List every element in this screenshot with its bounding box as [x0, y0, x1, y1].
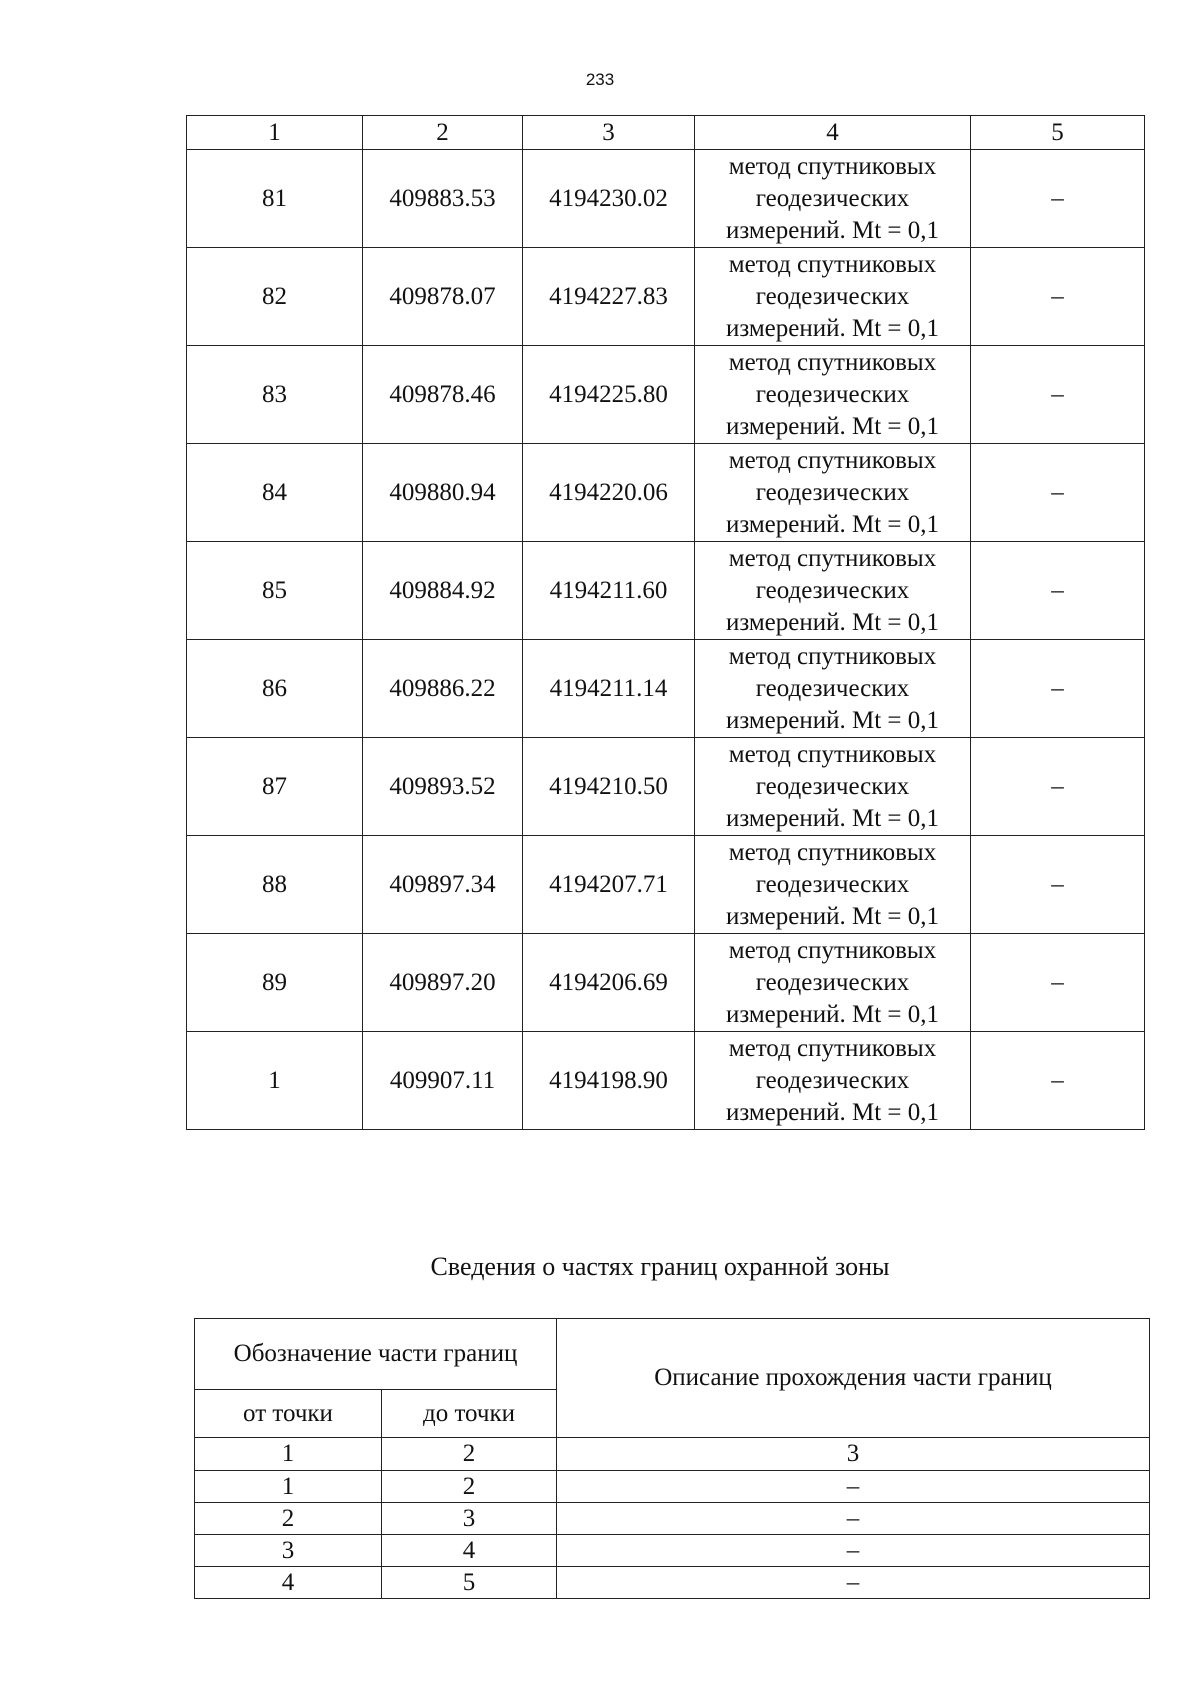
- method-line: измерений. Mt = 0,1: [725, 1098, 940, 1126]
- point-cell: 82: [187, 248, 363, 346]
- method-cell: [695, 346, 971, 444]
- table-row: [195, 1567, 1150, 1599]
- table-row: [195, 1471, 1150, 1503]
- to-point-header: до точки: [382, 1390, 557, 1438]
- method-cell: [695, 248, 971, 346]
- x-coordinate-cell: 409883.53: [363, 150, 523, 248]
- method-line: метод спутниковых: [728, 642, 937, 670]
- column-number: 3: [557, 1438, 1150, 1471]
- method-line: измерений. Mt = 0,1: [725, 1000, 940, 1028]
- method-line: геодезических: [755, 968, 910, 996]
- column-number: 1: [187, 116, 363, 150]
- description-cell: –: [557, 1471, 1150, 1503]
- method-cell: [695, 444, 971, 542]
- note-cell: –: [971, 150, 1145, 248]
- method-line: измерений. Mt = 0,1: [725, 216, 940, 244]
- point-cell: 85: [187, 542, 363, 640]
- note-cell: –: [971, 444, 1145, 542]
- method-cell: [695, 640, 971, 738]
- method-cell: [695, 542, 971, 640]
- point-cell: 84: [187, 444, 363, 542]
- method-line: метод спутниковых: [728, 936, 937, 964]
- table-row: [195, 1503, 1150, 1535]
- page-number: 233: [585, 70, 615, 89]
- to-point-cell: 4: [382, 1535, 557, 1567]
- to-point-cell: 5: [382, 1567, 557, 1599]
- table-row: [187, 346, 1145, 444]
- note-cell: –: [971, 836, 1145, 934]
- method-line: измерений. Mt = 0,1: [725, 608, 940, 636]
- from-point-cell: 1: [195, 1471, 382, 1503]
- note-cell: –: [971, 640, 1145, 738]
- method-cell: [695, 738, 971, 836]
- method-line: измерений. Mt = 0,1: [725, 804, 940, 832]
- x-coordinate-cell: 409878.07: [363, 248, 523, 346]
- method-cell: [695, 836, 971, 934]
- method-line: геодезических: [755, 870, 910, 898]
- table-row: [187, 150, 1145, 248]
- method-line: геодезических: [755, 380, 910, 408]
- method-line: метод спутниковых: [728, 1034, 937, 1062]
- method-line: метод спутниковых: [728, 740, 937, 768]
- method-line: измерений. Mt = 0,1: [725, 902, 940, 930]
- point-cell: 87: [187, 738, 363, 836]
- method-cell: [695, 150, 971, 248]
- y-coordinate-cell: 4194211.14: [523, 640, 695, 738]
- table-row: [187, 248, 1145, 346]
- y-coordinate-cell: 4194230.02: [523, 150, 695, 248]
- x-coordinate-cell: 409907.11: [363, 1032, 523, 1130]
- method-line: метод спутниковых: [728, 250, 937, 278]
- column-number: 2: [363, 116, 523, 150]
- method-line: измерений. Mt = 0,1: [725, 412, 940, 440]
- x-coordinate-cell: 409878.46: [363, 346, 523, 444]
- boundary-parts-table: [194, 1318, 1150, 1599]
- point-cell: 89: [187, 934, 363, 1032]
- point-cell: 81: [187, 150, 363, 248]
- description-cell: –: [557, 1535, 1150, 1567]
- x-coordinate-cell: 409886.22: [363, 640, 523, 738]
- table-header-row: [187, 116, 1145, 150]
- method-line: геодезических: [755, 772, 910, 800]
- method-line: измерений. Mt = 0,1: [725, 314, 940, 342]
- x-coordinate-cell: 409880.94: [363, 444, 523, 542]
- note-cell: –: [971, 542, 1145, 640]
- y-coordinate-cell: 4194206.69: [523, 934, 695, 1032]
- note-cell: –: [971, 738, 1145, 836]
- y-coordinate-cell: 4194198.90: [523, 1032, 695, 1130]
- table-row: [187, 1032, 1145, 1130]
- column-number: 3: [523, 116, 695, 150]
- method-line: метод спутниковых: [728, 838, 937, 866]
- note-cell: –: [971, 346, 1145, 444]
- method-line: геодезических: [755, 674, 910, 702]
- note-cell: –: [971, 1032, 1145, 1130]
- description-header: Описание прохождения части границ: [557, 1319, 1150, 1438]
- designation-header: Обозначение части границ: [195, 1319, 557, 1390]
- column-number: 2: [382, 1438, 557, 1471]
- y-coordinate-cell: 4194211.60: [523, 542, 695, 640]
- method-line: метод спутниковых: [728, 152, 937, 180]
- method-line: геодезических: [755, 576, 910, 604]
- method-line: измерений. Mt = 0,1: [725, 510, 940, 538]
- method-line: геодезических: [755, 282, 910, 310]
- table-row: [195, 1535, 1150, 1567]
- table-row: [187, 934, 1145, 1032]
- y-coordinate-cell: 4194220.06: [523, 444, 695, 542]
- method-line: метод спутниковых: [728, 544, 937, 572]
- y-coordinate-cell: 4194207.71: [523, 836, 695, 934]
- method-line: геодезических: [755, 1066, 910, 1094]
- method-cell: [695, 934, 971, 1032]
- method-line: геодезических: [755, 478, 910, 506]
- table-row: [187, 738, 1145, 836]
- point-cell: 86: [187, 640, 363, 738]
- table-header-row: [195, 1319, 1150, 1390]
- table-row: [187, 542, 1145, 640]
- x-coordinate-cell: 409884.92: [363, 542, 523, 640]
- y-coordinate-cell: 4194227.83: [523, 248, 695, 346]
- column-number: 1: [195, 1438, 382, 1471]
- table-row: [187, 836, 1145, 934]
- table-row: [187, 640, 1145, 738]
- y-coordinate-cell: 4194225.80: [523, 346, 695, 444]
- method-line: геодезических: [755, 184, 910, 212]
- method-line: измерений. Mt = 0,1: [725, 706, 940, 734]
- to-point-cell: 3: [382, 1503, 557, 1535]
- point-cell: 1: [187, 1032, 363, 1130]
- column-number: 5: [971, 116, 1145, 150]
- description-cell: –: [557, 1567, 1150, 1599]
- method-line: метод спутниковых: [728, 348, 937, 376]
- x-coordinate-cell: 409893.52: [363, 738, 523, 836]
- description-cell: –: [557, 1503, 1150, 1535]
- y-coordinate-cell: 4194210.50: [523, 738, 695, 836]
- to-point-cell: 2: [382, 1471, 557, 1503]
- section-title: Сведения о частях границ охранной зоны: [430, 1252, 890, 1281]
- column-numbering-row: [195, 1438, 1150, 1471]
- note-cell: –: [971, 934, 1145, 1032]
- x-coordinate-cell: 409897.20: [363, 934, 523, 1032]
- point-cell: 88: [187, 836, 363, 934]
- from-point-cell: 2: [195, 1503, 382, 1535]
- from-point-cell: 3: [195, 1535, 382, 1567]
- from-point-header: от точки: [195, 1390, 382, 1438]
- x-coordinate-cell: 409897.34: [363, 836, 523, 934]
- method-cell: [695, 1032, 971, 1130]
- from-point-cell: 4: [195, 1567, 382, 1599]
- note-cell: –: [971, 248, 1145, 346]
- point-cell: 83: [187, 346, 363, 444]
- method-line: метод спутниковых: [728, 446, 937, 474]
- table-row: [187, 444, 1145, 542]
- coordinates-table: [186, 115, 1145, 1130]
- column-number: 4: [695, 116, 971, 150]
